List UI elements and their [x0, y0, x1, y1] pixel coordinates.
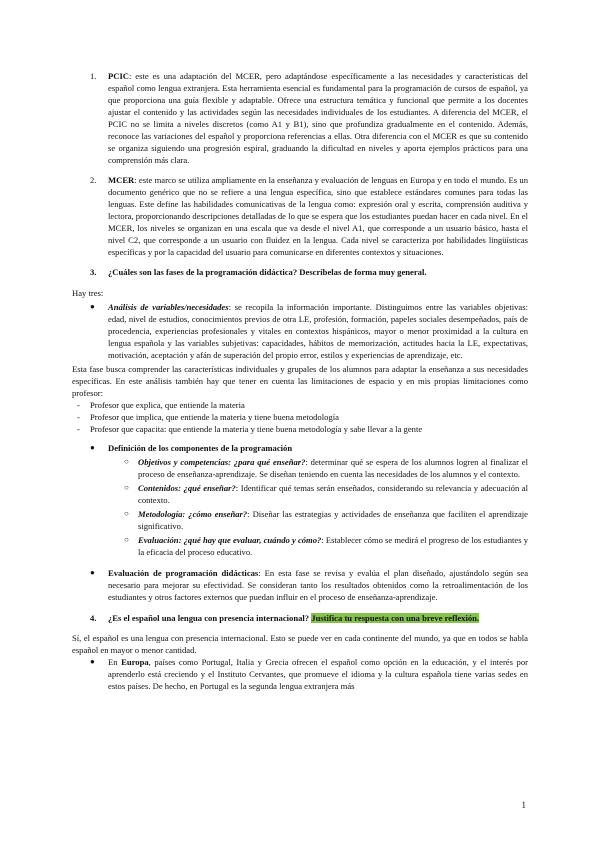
circle-bullet-icon: ○ — [124, 535, 129, 545]
dash-icon: - — [77, 423, 80, 434]
term-europe: Europa — [121, 657, 149, 668]
evaluation-description: : En esta fase se revisa y evalúa el plan diseñado, ajustándolo según sea necesario para mejorar su efectividad. Se consideran tanto los resultados obtenidos como la retroalimentación de los estudiantes y otros factores externos que puedan influir en el proceso de enseñanza-aprendizaje. — [108, 568, 529, 603]
bullet-evaluation — [72, 567, 528, 603]
pcic-description: : este es una adaptación del MCER, pero adaptándose específicamente a las necesidades y características del español como lengua extranjera. Esta herramienta esencial es fundamental para la programación de cursos de español, ya que proporciona una guía flexible y adaptable. Ofrece una estructura temática y funcional que permite a los docentes ajustar el contenido y las actividades según las necesidades individuales de los estudiantes. A diferencia del MCER, el PCIC no se limita a niveles discretos (como A1 y B1), sino que profundiza gradualmente en el contenido. Además, reconoce las variaciones del español y proporciona referencias a ellas. Otra diferencia con el MCER es que su contenido se organiza siguiendo una progresión espiral, graduando la dificultad en niveles y aporta ejemplos prácticos para una comprensión más clara. — [108, 71, 528, 166]
circle-bullet-icon: ○ — [124, 482, 129, 492]
highlighted-instruction: Justifica tu respuesta con una breve reflexión. — [311, 613, 480, 624]
list-number: 3. — [90, 267, 97, 278]
list-item-mcer — [72, 174, 528, 258]
europe-description: , países como Portugal, Italia y Grecia ofrecen el español como opción en la educación, y el interés por aprenderlo está creciendo y el Instituto Cervantes, que promueve el idioma y la cultura española tiene varias sedes en estos países. De hecho, en Portugal es la segunda lengua extranjera más — [108, 657, 528, 692]
dash-item-explain: - Profesor que explica, que entiende la materia — [77, 399, 245, 410]
bullet-analysis — [72, 301, 528, 361]
list-number: 1. — [90, 71, 97, 81]
term-definition: Definición de los componentes de la programación — [108, 442, 293, 453]
question-3-text: ¿Cuáles son las fases de la programación didáctica? Descríbelas de forma muy general. — [108, 267, 427, 278]
question-4-text: ¿Es el español una lengua con presencia internacional? — [108, 613, 310, 624]
question-3 — [72, 266, 528, 278]
page-number: 1 — [521, 800, 526, 811]
list-number: 4. — [90, 613, 97, 624]
dash-item-enable: - Profesor que capacita: que entiende la materia y tiene buena metodología y sabe llevar a la gente — [77, 423, 423, 434]
sub-item-evaluation: ○ Evaluación: ¿qué hay que evaluar, cuándo y cómo?: Establecer cómo se medirá el progreso de los estudiantes y la eficacia del proceso educativo. — [124, 535, 529, 558]
circle-bullet-icon: ○ — [124, 456, 129, 466]
list-item-pcic — [72, 70, 528, 166]
bullet-europe: ● En Europa, países como Portugal, Italia y Grecia ofrecen el español como opción en la educación, y el interés por aprenderlo está creciendo y el Instituto Cervantes, que promueve el idioma y la cultura española tiene varias sedes en estos países. De hecho, en Portugal es la segunda lengua extranjera más — [90, 657, 528, 692]
answer-intro: Sí, el español es una lengua con presencia internacional. Esto se puede ver en cada continente del mundo, ya que en todos se habla español en mayor o menor cantidad. — [72, 633, 528, 656]
term-analysis: Análisis de variables/necesidades — [108, 301, 229, 312]
analysis-note: Esta fase busca comprender las características individuales y grupales de los alumnos para adaptar la enseñanza a sus necesidades específicas. En este análisis también hay que tener en cuenta las limitaciones de espacio y en mis propias limitaciones como profesor: — [72, 363, 528, 398]
bullet-dot-icon: ● — [90, 568, 95, 578]
dash-icon: - — [77, 411, 80, 422]
term-mcer: MCER — [108, 175, 135, 186]
phases-intro: Hay tres: — [72, 287, 104, 298]
term-pcic: PCIC — [108, 71, 130, 81]
sub-item-objectives: ○ Objetivos y competencias: ¿para qué enseñar?: determinar qué se espera de los alumnos logren al finalizar el proceso de enseñanza-aprendizaje. Se diseñan teniendo en cuenta las necesidades de los alumnos y el contexto. — [124, 456, 528, 479]
mcer-description: : este marco se utiliza ampliamente en la enseñanza y evaluación de lenguas en Europa y en todo el mundo. Es un documento genérico que no se refiere a una lengua específica, sino que establece estándares comunes para todas las lenguas. Este define las habilidades comunicativas de la lengua como: expresión oral y escrita, comprensión auditiva y lectora, proporcionando descripciones detalladas de lo que se espera que los estudiantes puedan hacer en cada nivel. En el MCER, los niveles se organizan en una escala que va desde el nivel A1, que corresponde a un usuario básico, hasta el nivel C2, que corresponde a un usuario con fluidez en la lengua. Cada nivel se caracteriza por habilidades lingüísticas específicas y por la capacidad del usuario para comunicarse en diferentes contextos y situaciones. — [108, 175, 528, 258]
bullet-dot-icon: ● — [90, 442, 95, 452]
bullet-dot-icon: ● — [90, 301, 95, 311]
bullet-dot-icon: ● — [90, 657, 95, 667]
term-evaluation: Evaluación de programación didácticas — [108, 568, 259, 579]
sub-item-contents: ○ Contenidos: ¿qué enseñar?: Identificar qué temas serán enseñados, considerando su relevancia y adecuación al contexto. — [124, 482, 528, 505]
dash-item-implicate: - Profesor que implica, que entiende la materia y tiene buena metodología — [77, 411, 339, 422]
question-4 — [72, 612, 528, 624]
circle-bullet-icon: ○ — [124, 509, 129, 519]
analysis-description: : se recopila la información importante. Distinguimos entre las variables objetivas: edad, nivel de estudios, conocimientos previos de otra LE, profesión, formación, papeles sociales desempeñados, país de procedencia, experiencias profesionales y vitales en contextos hispánicos, mayor o menor proximidad a la cultura en lengua española y las variables subjetivas: capacidades, hábitos de memorización, actitudes hacia la LE, expectativas, motivación, aceptación y afán de superación del propio error, estilos y experiencias de aprendizaje, etc. — [108, 301, 528, 360]
bullet-definition — [72, 442, 528, 454]
list-number: 2. — [90, 175, 97, 186]
sub-item-methodology: ○ Metodología: ¿cómo enseñar?: Diseñar las estrategias y actividades de enseñanza que faciliten el aprendizaje significativo. — [124, 509, 528, 532]
dash-icon: - — [77, 399, 80, 410]
